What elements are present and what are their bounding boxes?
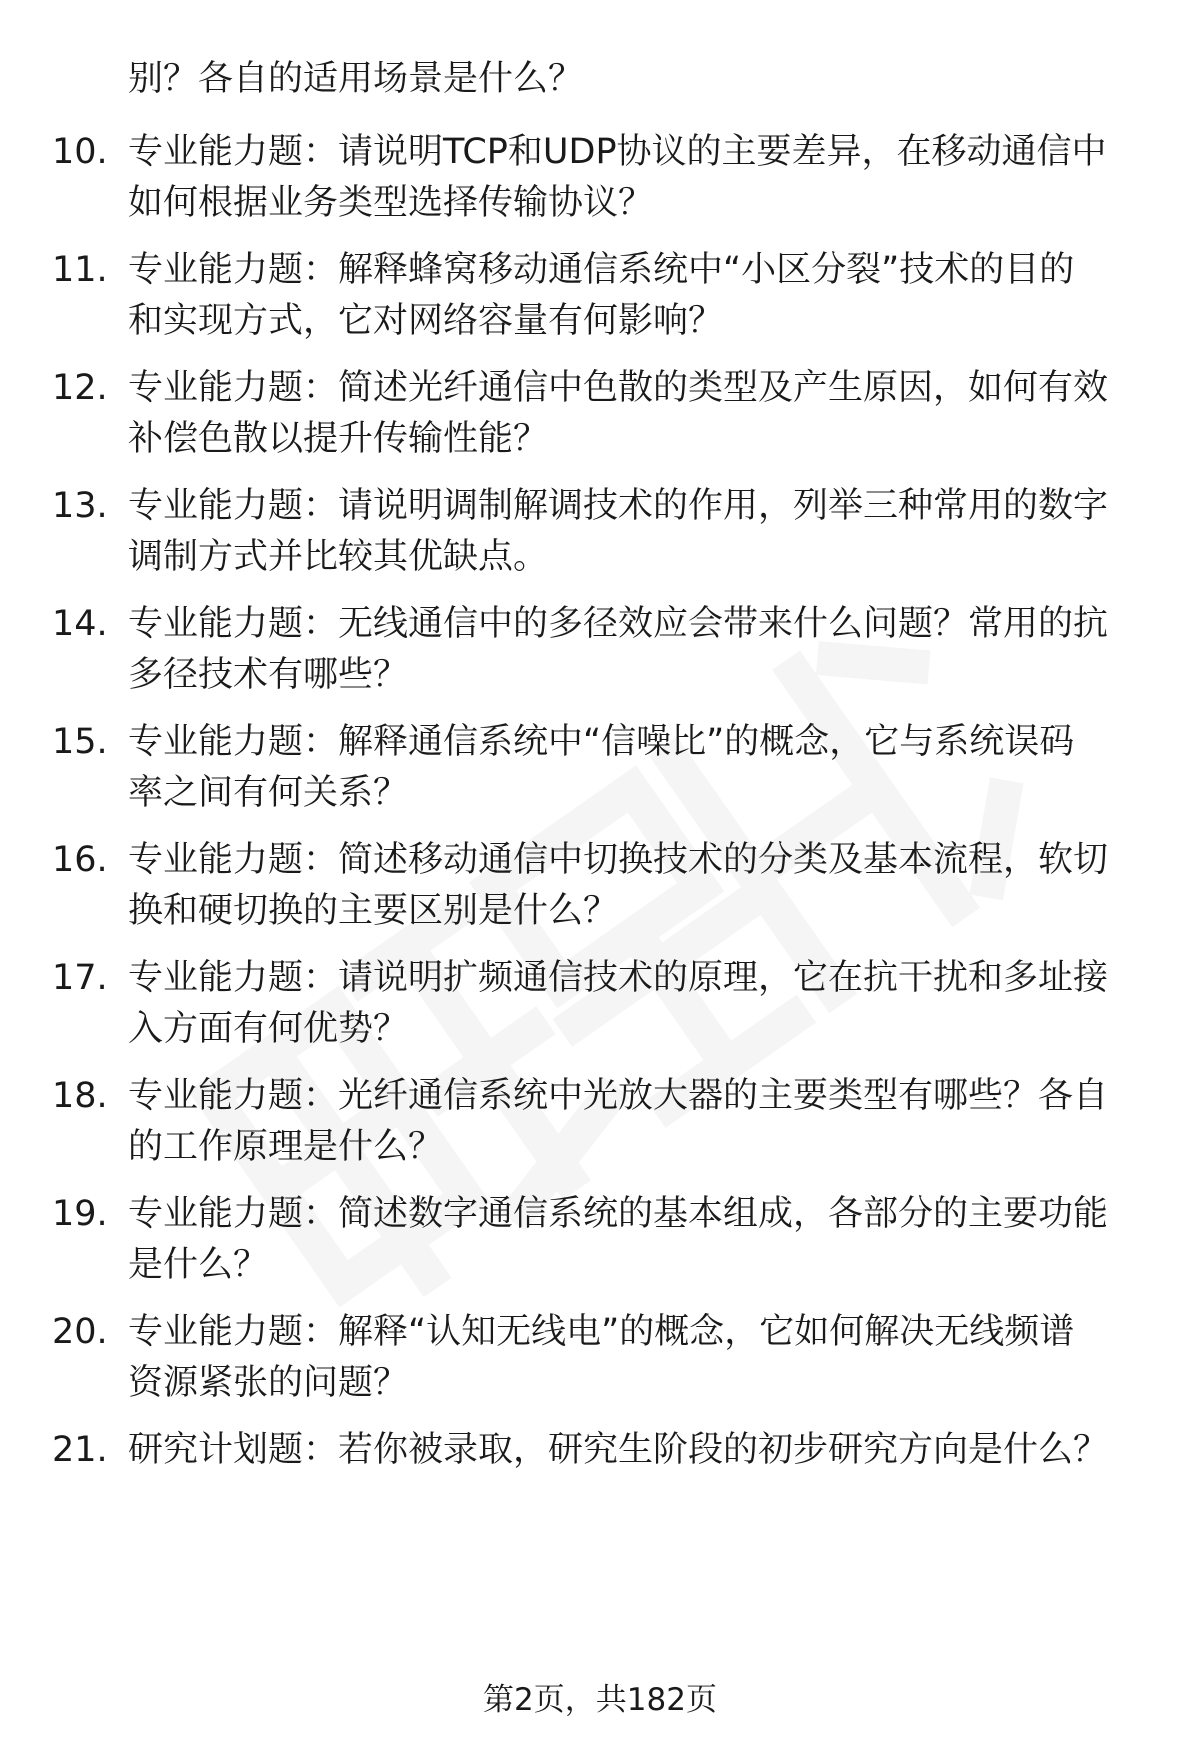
question-text-line2: 资源紧张的问题？	[128, 1363, 409, 1403]
continuation-text: 别？各自的适用场景是什么？	[128, 59, 584, 99]
question-text-line1: 专业能力题：解释蜂窝移动通信系统中“小区分裂”技术的目的	[128, 250, 1075, 290]
question-number: 14.	[52, 604, 108, 644]
question-text-line2: 多径技术有哪些？	[128, 655, 409, 695]
question-number: 11.	[52, 250, 108, 290]
question-text-line1: 研究计划题：若你被录取，研究生阶段的初步研究方向是什么？	[128, 1430, 1109, 1470]
page-footer: 第2页，共182页	[483, 1682, 717, 1718]
question-text-line2: 入方面有何优势？	[128, 1009, 409, 1049]
question-text-line2: 换和硬切换的主要区别是什么？	[128, 891, 619, 931]
question-number: 10.	[52, 132, 108, 172]
question-text-line2: 的工作原理是什么？	[128, 1127, 444, 1167]
question-text-line1: 专业能力题：请说明调制解调技术的作用，列举三种常用的数字	[128, 486, 1109, 526]
question-text-line2: 补偿色散以提升传输性能？	[128, 419, 549, 459]
question-text-line1: 专业能力题：光纤通信系统中光放大器的主要类型有哪些？各自	[128, 1076, 1109, 1116]
question-number: 13.	[52, 486, 108, 526]
question-text-line1: 专业能力题：简述移动通信中切换技术的分类及基本流程，软切	[128, 840, 1109, 880]
question-text-line1: 专业能力题：简述数字通信系统的基本组成，各部分的主要功能	[128, 1194, 1109, 1234]
question-number: 15.	[52, 722, 108, 762]
question-text-line2: 率之间有何关系？	[128, 773, 409, 813]
question-number: 19.	[52, 1194, 108, 1234]
question-text-line1: 专业能力题：请说明扩频通信技术的原理，它在抗干扰和多址接	[128, 958, 1109, 998]
question-text-line1: 专业能力题：请说明TCP和UDP协议的主要差异，在移动通信中	[128, 132, 1107, 172]
question-number: 16.	[52, 840, 108, 880]
question-text-line2: 和实现方式，它对网络容量有何影响？	[128, 301, 724, 341]
question-number: 18.	[52, 1076, 108, 1116]
question-text-line1: 专业能力题：无线通信中的多径效应会带来什么问题？常用的抗	[128, 604, 1109, 644]
question-text-line2: 如何根据业务类型选择传输协议？	[128, 183, 654, 223]
question-text-line2: 是什么？	[128, 1245, 269, 1285]
question-text-line2: 调制方式并比较其优缺点。	[128, 537, 549, 577]
question-text-line1: 专业能力题：简述光纤通信中色散的类型及产生原因，如何有效	[128, 368, 1109, 408]
question-text-line1: 专业能力题：解释通信系统中“信噪比”的概念，它与系统误码	[128, 722, 1075, 762]
question-number: 17.	[52, 958, 108, 998]
question-number: 21.	[52, 1430, 108, 1470]
question-text-line1: 专业能力题：解释“认知无线电”的概念，它如何解决无线频谱	[128, 1312, 1075, 1352]
question-number: 20.	[52, 1312, 108, 1352]
question-number: 12.	[52, 368, 108, 408]
